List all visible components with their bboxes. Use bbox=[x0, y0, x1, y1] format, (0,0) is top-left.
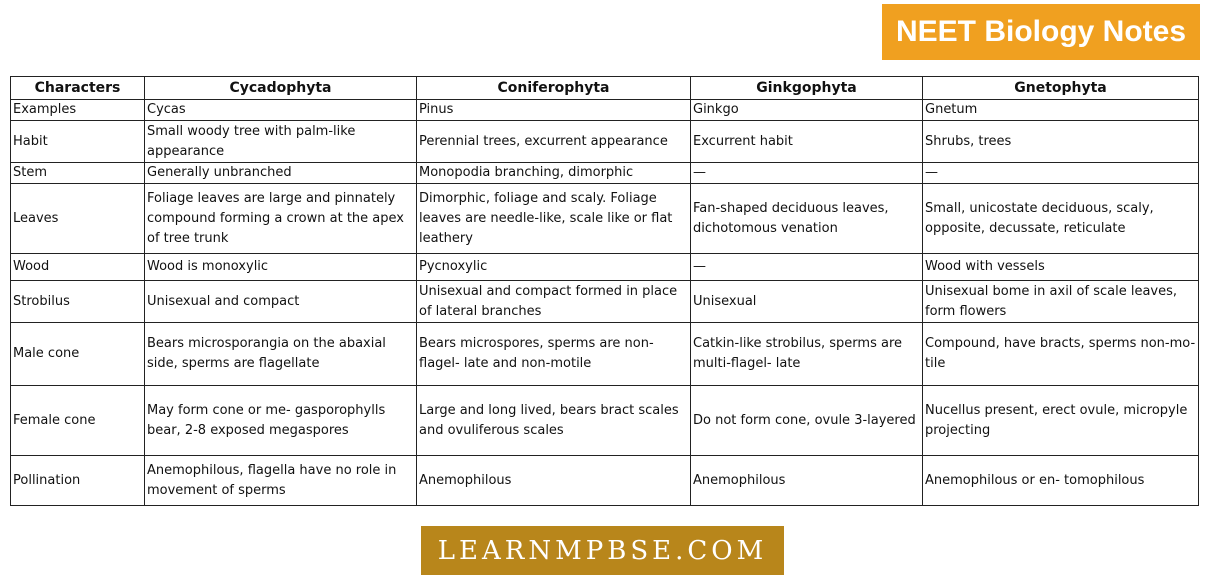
table-cell: Anemophilous, flagella have no role in movement of sperms bbox=[145, 456, 417, 506]
table-row-female-cone bbox=[11, 386, 1199, 456]
table-cell: Nucellus present, erect ovule, micropyle projecting bbox=[923, 386, 1199, 456]
table-cell: Leaves bbox=[11, 184, 145, 254]
header-cycadophyta: Cycadophyta bbox=[145, 77, 417, 100]
table-cell: Do not form cone, ovule 3-layered bbox=[691, 386, 923, 456]
table-cell: Unisexual bome in axil of scale leaves, form flowers bbox=[923, 281, 1199, 323]
table-cell: Small, unicostate deciduous, scaly, opposite, decussate, reticulate bbox=[923, 184, 1199, 254]
table-cell: Pycnoxylic bbox=[417, 254, 691, 281]
table-cell: Ginkgo bbox=[691, 100, 923, 121]
table-cell: Habit bbox=[11, 121, 145, 163]
table-row-leaves bbox=[11, 184, 1199, 254]
learnmpbse-logo[interactable]: LEARNMPBSE.COM bbox=[421, 526, 784, 575]
table-row-male-cone bbox=[11, 323, 1199, 386]
header-characters: Characters bbox=[11, 77, 145, 100]
table-cell: Excurrent habit bbox=[691, 121, 923, 163]
table-cell: Anemophilous or en- tomophilous bbox=[923, 456, 1199, 506]
neet-biology-notes-badge: NEET Biology Notes bbox=[882, 4, 1200, 60]
table-cell: Wood with vessels bbox=[923, 254, 1199, 281]
table-cell: Catkin-like strobilus, sperms are multi-flagel- late bbox=[691, 323, 923, 386]
comparison-table bbox=[10, 76, 1199, 506]
table-row-examples bbox=[11, 100, 1199, 121]
table-cell: — bbox=[691, 163, 923, 184]
table-cell: Fan-shaped deciduous leaves, dichotomous venation bbox=[691, 184, 923, 254]
header-gnetophyta: Gnetophyta bbox=[923, 77, 1199, 100]
table-cell: Shrubs, trees bbox=[923, 121, 1199, 163]
table-cell: — bbox=[923, 163, 1199, 184]
table-cell: Large and long lived, bears bract scales and ovuliferous scales bbox=[417, 386, 691, 456]
table-cell: Unisexual and compact bbox=[145, 281, 417, 323]
table-cell: — bbox=[691, 254, 923, 281]
table-cell: Female cone bbox=[11, 386, 145, 456]
table-cell: Perennial trees, excurrent appearance bbox=[417, 121, 691, 163]
table-cell: Dimorphic, foliage and scaly. Foliage leaves are needle-like, scale like or flat leathery bbox=[417, 184, 691, 254]
table-row-stem bbox=[11, 163, 1199, 184]
table-cell: Cycas bbox=[145, 100, 417, 121]
table-cell: Anemophilous bbox=[691, 456, 923, 506]
table-cell: Compound, have bracts, sperms non-mo- tile bbox=[923, 323, 1199, 386]
table-cell: Monopodia branching, dimorphic bbox=[417, 163, 691, 184]
table-cell: Male cone bbox=[11, 323, 145, 386]
table-cell: Unisexual bbox=[691, 281, 923, 323]
table-cell: Pollination bbox=[11, 456, 145, 506]
header-ginkgophyta: Ginkgophyta bbox=[691, 77, 923, 100]
table-cell: Anemophilous bbox=[417, 456, 691, 506]
table-row-habit bbox=[11, 121, 1199, 163]
table-header-row bbox=[11, 77, 1199, 100]
table-cell: Pinus bbox=[417, 100, 691, 121]
header-coniferophyta: Coniferophyta bbox=[417, 77, 691, 100]
table-cell: Examples bbox=[11, 100, 145, 121]
table-cell: Wood is monoxylic bbox=[145, 254, 417, 281]
table-cell: Strobilus bbox=[11, 281, 145, 323]
table-cell: Wood bbox=[11, 254, 145, 281]
table-cell: Small woody tree with palm-like appearance bbox=[145, 121, 417, 163]
table-row-pollination bbox=[11, 456, 1199, 506]
table-cell: May form cone or me- gasporophylls bear, 2-8 exposed megaspores bbox=[145, 386, 417, 456]
table-row-wood bbox=[11, 254, 1199, 281]
table-cell: Generally unbranched bbox=[145, 163, 417, 184]
table-cell: Gnetum bbox=[923, 100, 1199, 121]
table-cell: Foliage leaves are large and pinnately compound forming a crown at the apex of tree trunk bbox=[145, 184, 417, 254]
table-cell: Bears microspores, sperms are non-flagel- late and non-motile bbox=[417, 323, 691, 386]
table-cell: Unisexual and compact formed in place of lateral branches bbox=[417, 281, 691, 323]
table-cell: Bears microsporangia on the abaxial side, sperms are flagellate bbox=[145, 323, 417, 386]
table-cell: Stem bbox=[11, 163, 145, 184]
table-row-strobilus bbox=[11, 281, 1199, 323]
